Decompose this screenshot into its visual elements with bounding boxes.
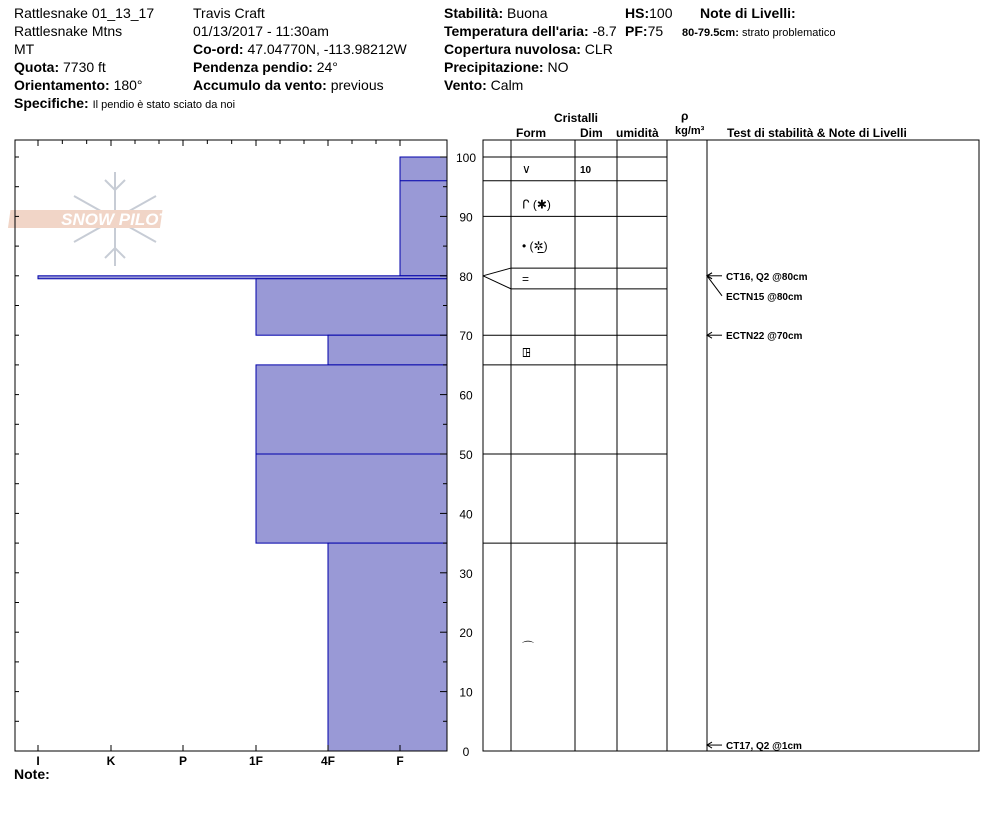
height-tick-label: 20 — [459, 626, 473, 641]
hs-value: 100 — [649, 5, 673, 21]
snow-pilot-logo — [8, 172, 170, 266]
crystal-table-frame — [483, 140, 979, 751]
date-time: 01/13/2017 - 11:30am — [193, 23, 329, 39]
crystal-form-symbol: ∨ — [522, 161, 531, 176]
wind-loading-value: previous — [330, 77, 384, 93]
tests-header: Test di stabilità & Note di Livelli — [727, 126, 907, 140]
stability-test-label: CT17, Q2 @1cm — [726, 741, 802, 753]
hardness-tick-label: P — [178, 754, 188, 768]
hardness-layer — [400, 157, 447, 276]
form-header: Form — [516, 126, 546, 140]
hardness-tick-label: 4F — [320, 754, 336, 768]
hardness-layer — [256, 279, 447, 335]
table-column-lines — [511, 140, 707, 751]
layer-connector — [483, 268, 511, 276]
stability-test-label: ECTN22 @70cm — [726, 331, 803, 343]
observer-name: Travis Craft — [193, 5, 265, 21]
crystal-form-symbol: = — [522, 271, 530, 286]
wind-value: Calm — [490, 77, 524, 93]
air-temp-value: -8.7 — [592, 23, 617, 39]
height-tick-label: 70 — [459, 329, 473, 344]
state-name: MT — [14, 41, 35, 57]
range-name: Rattlesnake Mtns — [14, 23, 123, 39]
note-label: Note: — [14, 766, 50, 782]
crystal-form-symbol: ⌒ — [522, 640, 535, 655]
specifics-value: Il pendio è stato sciato da noi — [92, 99, 236, 111]
stability-tests — [707, 272, 808, 752]
height-axis-labels — [456, 151, 476, 759]
crystal-form-symbol: ꖸ — [522, 346, 531, 361]
layer-note-text: strato problematico — [741, 27, 836, 39]
rho-header: ρ — [681, 109, 689, 123]
layer-notes-title: Note di Livelli: — [700, 5, 796, 21]
stability-test-label: ECTN15 @80cm — [726, 291, 803, 303]
stability-test-label: CT16, Q2 @80cm — [726, 271, 808, 283]
layer-connector — [483, 276, 511, 289]
crystal-size-value: 10 — [580, 164, 592, 176]
height-tick-label: 80 — [459, 269, 473, 284]
hs-label: HS: — [625, 5, 650, 21]
moisture-header: umidità — [616, 126, 659, 140]
crystals-header: Cristalli — [554, 111, 599, 125]
sky-value: CLR — [584, 41, 613, 57]
layer-note-depth: 80-79.5cm: — [682, 27, 739, 39]
slope-label: Pendenza pendio: — [193, 59, 313, 75]
height-tick-label: 90 — [459, 210, 473, 225]
crystal-symbols — [522, 162, 592, 654]
hardness-layer — [328, 335, 447, 365]
height-tick-label: 60 — [459, 388, 473, 403]
slope-value: 24° — [316, 59, 338, 75]
height-tick-label: 50 — [459, 448, 473, 462]
size-header: Dim — [580, 126, 603, 140]
elevation-value: 7730 ft — [63, 59, 106, 75]
precip-label: Precipitazione: — [444, 59, 544, 75]
hardness-layers — [38, 157, 447, 751]
hardness-tick-label: I — [36, 754, 40, 768]
coordinates-value: 47.04770N, -113.98212W — [247, 41, 407, 57]
crystal-form-symbol: ᒋ (✱) — [522, 197, 551, 212]
site-name: Rattlesnake 01_13_17 — [14, 5, 155, 21]
height-tick-label: 0 — [462, 745, 470, 759]
hardness-tick-label: 1F — [248, 754, 264, 768]
coordinates-label: Co-ord: — [193, 41, 244, 57]
hardness-tick-label: K — [106, 754, 116, 768]
height-tick-label: 30 — [459, 566, 473, 581]
aspect-value: 180° — [113, 77, 143, 93]
sky-label: Copertura nuvolosa: — [444, 41, 581, 57]
height-tick-label: 40 — [459, 507, 473, 522]
stability-value: Buona — [507, 5, 548, 21]
height-tick-label: 100 — [455, 151, 477, 165]
hardness-axis-labels — [36, 754, 403, 768]
logo-text: SNOW PILOT — [61, 210, 169, 229]
pf-label: PF: — [625, 23, 648, 39]
density-unit-header: kg/m³ — [675, 125, 705, 137]
height-tick-label: 10 — [459, 685, 473, 700]
hardness-tick-label: F — [396, 754, 404, 768]
aspect-label: Orientamento: — [14, 77, 110, 93]
hardness-layer — [328, 543, 447, 751]
wind-loading-label: Accumulo da vento: — [193, 77, 327, 93]
stability-label: Stabilità: — [444, 5, 504, 21]
air-temp-label: Temperatura dell'aria: — [444, 23, 589, 39]
specifics-label: Specifiche: — [14, 95, 89, 111]
pf-value: 75 — [647, 23, 664, 39]
left-ticks — [15, 157, 19, 751]
crystal-form-symbol: • (✲̲) — [522, 239, 548, 254]
precip-value: NO — [547, 59, 569, 75]
test-pointer-line — [707, 276, 722, 296]
wind-label: Vento: — [444, 77, 487, 93]
elevation-label: Quota: — [14, 59, 60, 75]
